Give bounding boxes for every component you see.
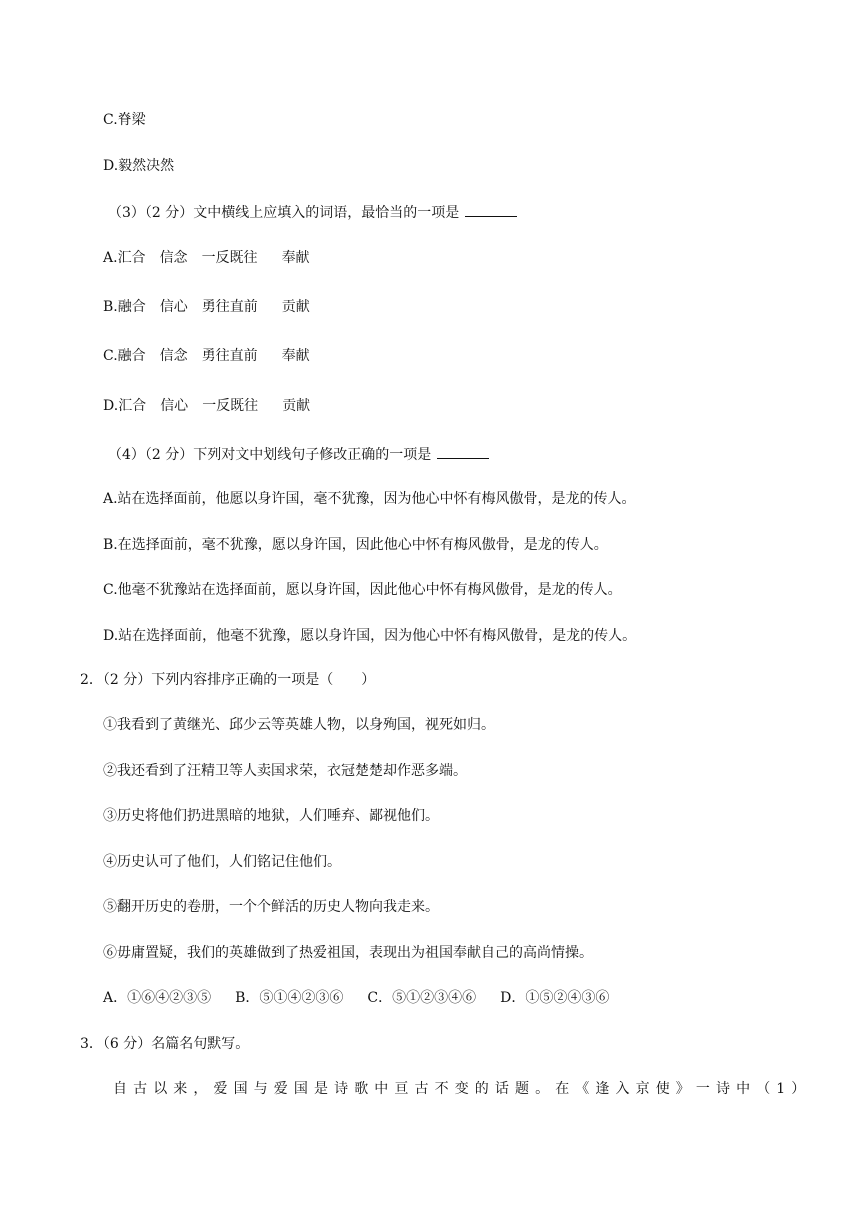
q2-item: ①我看到了黄继光、邱少云等英雄人物，以身殉国，视死如归。	[103, 717, 495, 733]
sub3-option-b	[103, 297, 310, 317]
sub3-option-c	[103, 346, 310, 366]
word-1: 汇合	[118, 398, 147, 414]
option-d-line: D.毅然决然	[103, 158, 175, 174]
q2-item: ③历史将他们扔进黑暗的地狱，人们唾弃、鄙视他们。	[103, 808, 439, 824]
q2-item: ⑥毋庸置疑，我们的英雄做到了热爱祖国，表现出为祖国奉献自己的高尚情操。	[103, 945, 593, 961]
word-4: 贡献	[282, 398, 311, 414]
word-3: 勇往直前	[201, 348, 258, 364]
sub3-option-a	[103, 248, 310, 268]
question-3-paragraph: 自古以来，爱国与爱国是诗歌中亘古不变的话题。在《逢入京使》一诗中（1）	[113, 1081, 812, 1097]
word-2: 信心	[160, 398, 189, 414]
choice-c[interactable]: C．⑤①②③④⑥	[367, 990, 477, 1006]
word-3: 一反既往	[202, 398, 259, 414]
sub-question-3-text: （3）（2 分）文中横线上应填入的词语，最恰当的一项是	[108, 205, 460, 221]
option-letter: D.	[103, 398, 119, 414]
option-c-line: C.脊梁	[103, 112, 146, 128]
sub4-option-d: D.站在选择面前，他毫不犹豫，愿以身许国，因为他心中怀有梅风傲骨，是龙的传人。	[103, 628, 637, 644]
answer-blank[interactable]	[465, 202, 517, 217]
sub-question-4-stem	[108, 444, 489, 465]
choice-a[interactable]: A．①⑥④②③⑤	[103, 990, 212, 1006]
q2-item: ⑤翻开历史的卷册，一个个鲜活的历史人物向我走来。	[103, 899, 439, 915]
answer-blank[interactable]	[437, 444, 489, 459]
choice-d[interactable]: D．①⑤②④③⑥	[500, 990, 610, 1006]
question-2-stem: 2．（2 分）下列内容排序正确的一项是（ ）	[80, 672, 376, 688]
sub-question-3-stem	[108, 202, 517, 223]
sub4-option-c: C.他毫不犹豫站在选择面前，愿以身许国，因此他心中怀有梅风傲骨，是龙的传人。	[103, 582, 622, 598]
word-4: 贡献	[281, 299, 310, 315]
word-4: 奉献	[281, 250, 310, 266]
sub3-option-d	[103, 396, 310, 416]
word-1: 融合	[117, 348, 146, 364]
word-1: 融合	[117, 299, 146, 315]
word-2: 信心	[159, 299, 188, 315]
sub4-option-a: A.站在选择面前，他愿以身许国，毫不犹豫，因为他心中怀有梅风傲骨，是龙的传人。	[103, 491, 636, 507]
q2-item: ②我还看到了汪精卫等人卖国求荣，衣冠楚楚却作恶多端。	[103, 763, 467, 779]
word-3: 一反既往	[201, 250, 258, 266]
q2-choices	[103, 988, 609, 1008]
word-1: 汇合	[117, 250, 146, 266]
option-letter: A.	[103, 250, 118, 266]
option-letter: B.	[103, 299, 118, 315]
sub4-option-b: B.在选择面前，毫不犹豫，愿以身许国，因此他心中怀有梅风傲骨，是龙的传人。	[103, 537, 608, 553]
choice-b[interactable]: B．⑤①④②③⑥	[235, 990, 344, 1006]
question-3-stem: 3．（6 分）名篇名句默写。	[80, 1036, 250, 1052]
word-2: 信念	[159, 348, 188, 364]
sub-question-4-text: （4）（2 分）下列对文中划线句子修改正确的一项是	[108, 447, 432, 463]
word-4: 奉献	[281, 348, 310, 364]
option-letter: C.	[103, 348, 118, 364]
word-3: 勇往直前	[201, 299, 258, 315]
word-2: 信念	[159, 250, 188, 266]
q2-item: ④历史认可了他们，人们铭记住他们。	[103, 854, 341, 870]
